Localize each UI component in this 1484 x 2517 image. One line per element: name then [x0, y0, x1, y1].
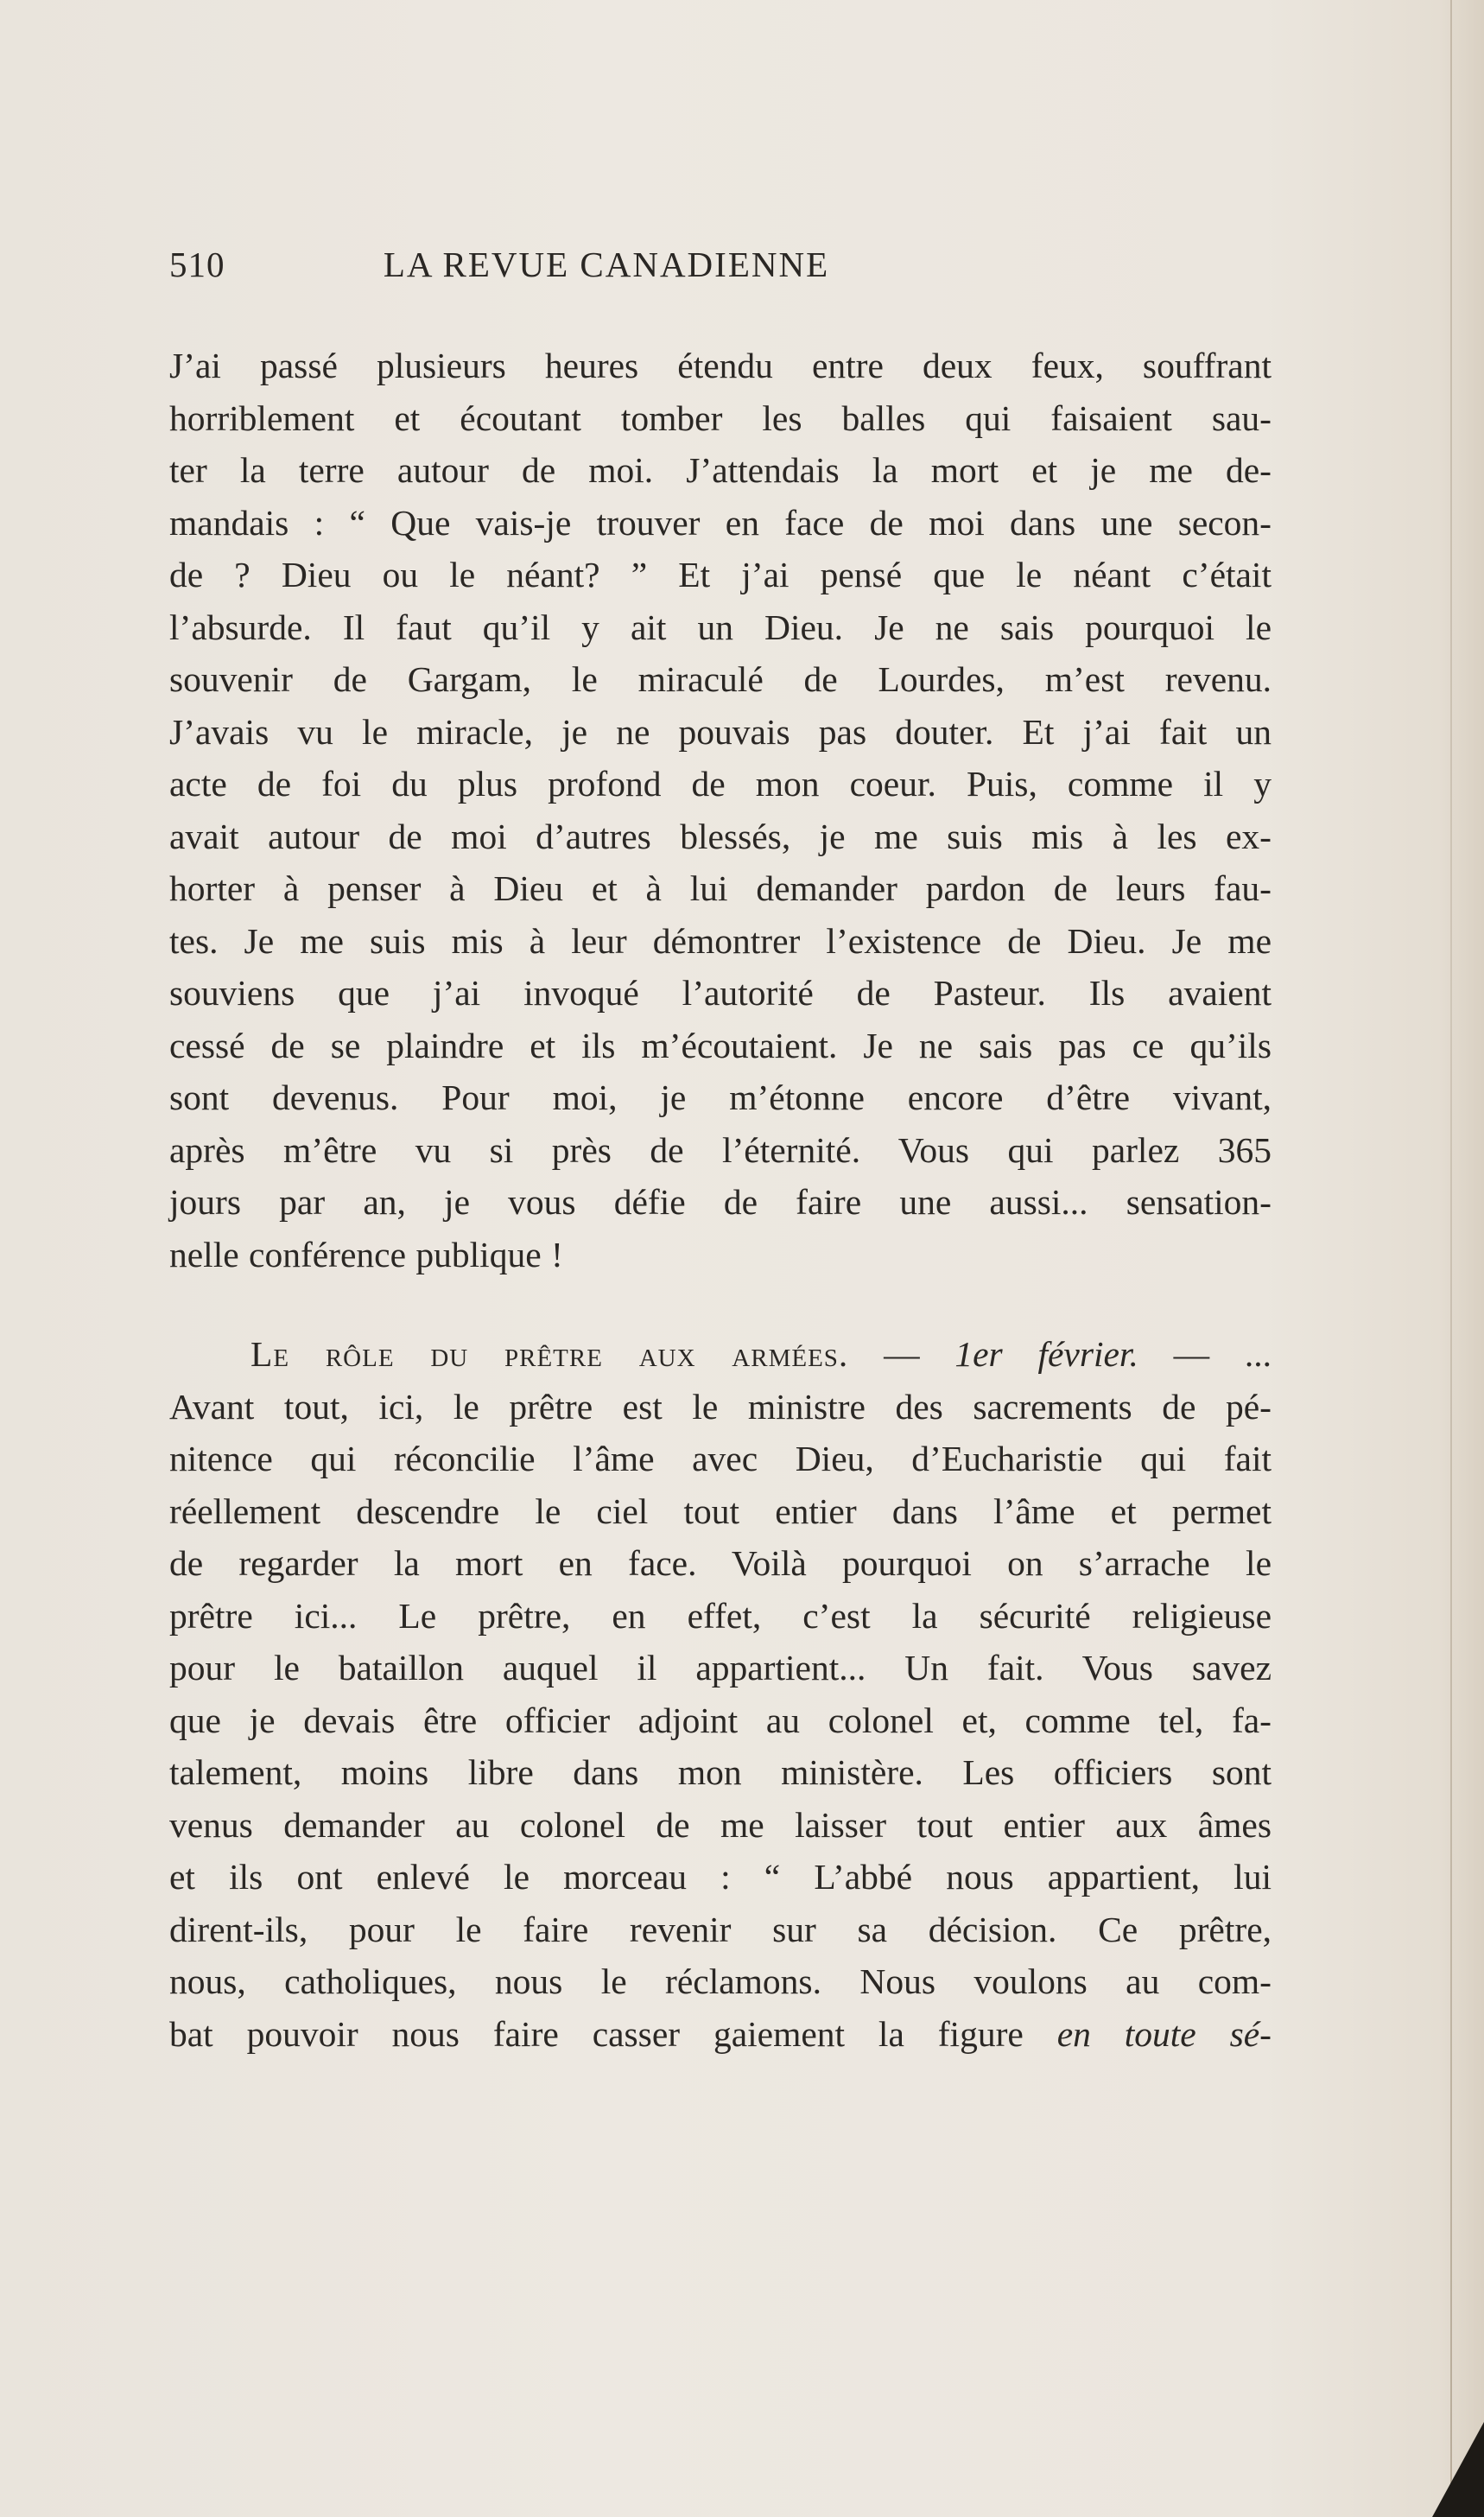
- paragraph-1: [169, 340, 1272, 1281]
- date-separator: — ...: [1138, 1334, 1272, 1374]
- text-line: et ils ont enlevé le morceau : “ L’abbé nous appartient, lui: [169, 1857, 1272, 1897]
- page-number: 510: [169, 245, 225, 284]
- text-line: de ? Dieu ou le néant? ” Et j’ai pensé que le néant c’était: [169, 555, 1272, 594]
- text-line: sont devenus. Pour moi, je m’étonne encore d’être vivant,: [169, 1077, 1272, 1117]
- heading-separator: —: [848, 1334, 955, 1374]
- text-line: J’ai passé plusieurs heures étendu entre deux feux, souffrant: [169, 346, 1272, 385]
- text-line-final: [169, 2008, 1272, 2061]
- section-heading: Le rôle du prêtre aux armées.: [251, 1334, 849, 1374]
- text-line: horriblement et écoutant tomber les balles qui faisaient sau-: [169, 397, 1272, 438]
- text-line: venus demander au colonel de me laisser tout entier aux âmes: [169, 1804, 1272, 1845]
- text-line: souviens que j’ai invoqué l’autorité de Pasteur. Ils avaient: [169, 973, 1272, 1013]
- text-line: souvenir de Gargam, le miraculé de Lourdes, m’est revenu.: [169, 659, 1272, 699]
- text-line: prêtre ici... Le prêtre, en effet, c’est la sécurité religieuse: [169, 1595, 1272, 1636]
- running-head: [169, 244, 971, 285]
- paragraph-2: [169, 1328, 1272, 2060]
- text-line: cessé de se plaindre et ils m’écoutaient. Je ne sais pas ce qu’ils: [169, 1025, 1272, 1065]
- text-line: acte de foi du plus profond de mon coeur. Puis, comme il y: [169, 764, 1272, 804]
- entry-date: 1er février.: [954, 1334, 1138, 1374]
- text-line: avait autour de moi d’autres blessés, je me suis mis à les ex-: [169, 816, 1272, 856]
- text-line: talement, moins libre dans mon ministère. Les officiers sont: [169, 1752, 1272, 1792]
- text-line: dirent-ils, pour le faire revenir sur sa décision. Ce prêtre,: [169, 1909, 1272, 1949]
- text-line: horter à penser à Dieu et à lui demander pardon de leurs fau-: [169, 868, 1272, 908]
- text-line: pour le bataillon auquel il appartient... Un fait. Vous savez: [169, 1648, 1272, 1688]
- text-line: réellement descendre le ciel tout entier dans l’âme et permet: [169, 1490, 1272, 1531]
- text-line: J’avais vu le miracle, je ne pouvais pas douter. Et j’ai fait un: [169, 711, 1272, 752]
- text-line: nous, catholiques, nous le réclamons. Nous voulons au com-: [169, 1961, 1272, 2001]
- final-line-italic: en toute sé-: [1056, 2013, 1272, 2054]
- section-heading-line: [169, 1328, 1272, 1381]
- text-line: que je devais être officier adjoint au colonel et, comme tel, fa-: [169, 1700, 1272, 1740]
- text-line: l’absurde. Il faut qu’il y ait un Dieu. Je ne sais pourquoi le: [169, 607, 1272, 647]
- page-edge-line: [1450, 0, 1452, 2517]
- text-line: de regarder la mort en face. Voilà pourquoi on s’arrache le: [169, 1543, 1272, 1583]
- text-line: jours par an, je vous défie de faire une aussi... sensation-: [169, 1182, 1272, 1222]
- text-line: après m’être vu si près de l’éternité. Vous qui parlez 365: [169, 1129, 1272, 1170]
- text-line: mandais : “ Que vais-je trouver en face de moi dans une secon-: [169, 502, 1272, 543]
- text-line: Avant tout, ici, le prêtre est le ministre des sacrements de pé-: [169, 1386, 1272, 1427]
- text-line: nitence qui réconcilie l’âme avec Dieu, d’Eucharistie qui fait: [169, 1439, 1272, 1478]
- text-line: ter la terre autour de moi. J’attendais la mort et je me de-: [169, 450, 1272, 490]
- journal-title: LA REVUE CANADIENNE: [383, 245, 830, 284]
- corner-shadow: [1432, 2422, 1484, 2517]
- final-line-text: bat pouvoir nous faire casser gaiement la figure: [169, 2013, 1057, 2054]
- text-line: tes. Je me suis mis à leur démontrer l’existence de Dieu. Je me: [169, 920, 1272, 961]
- text-line: nelle conférence publique !: [169, 1234, 563, 1274]
